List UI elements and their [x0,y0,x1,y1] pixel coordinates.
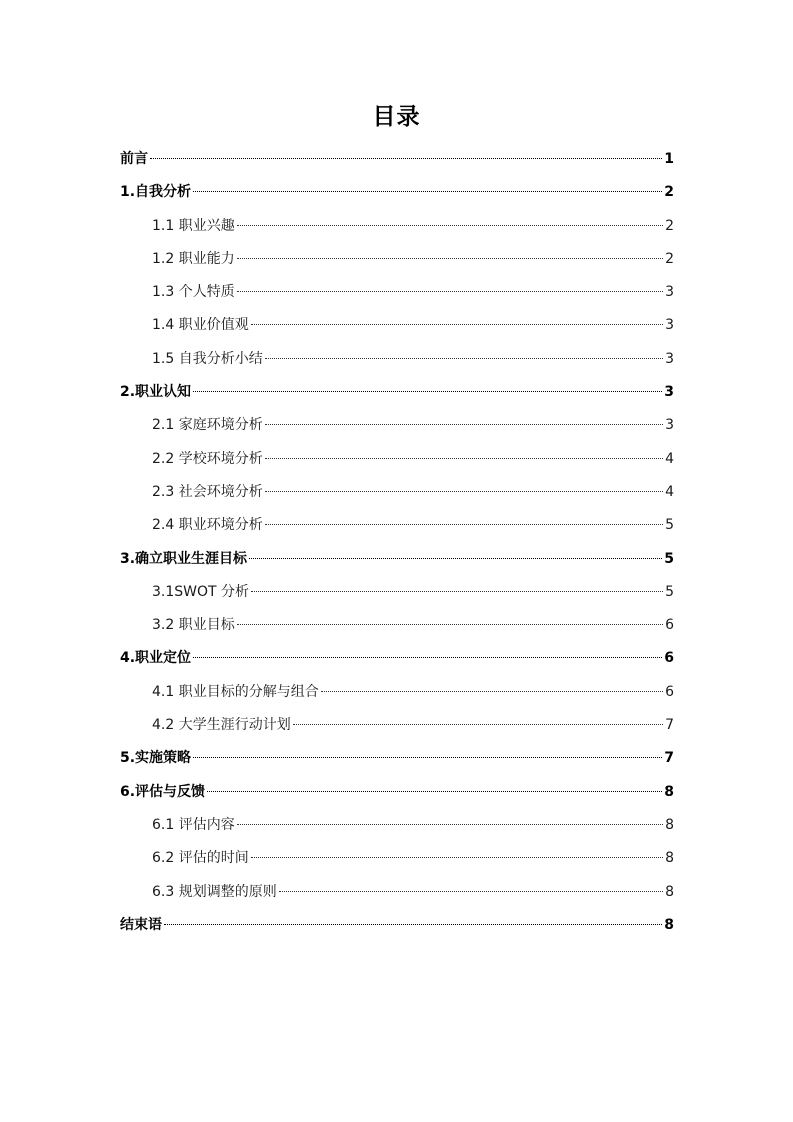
toc-page-number: 6 [665,683,674,700]
toc-page-number: 7 [664,750,674,767]
toc-dot-leader [265,458,663,459]
toc-page-number: 5 [664,550,674,567]
toc-entry-label: 2.4 职业环境分析 [152,517,263,534]
toc-entry-label: 6.1 评估内容 [152,816,235,833]
toc-page-number: 4 [665,450,674,467]
toc-entry-6-1[interactable] [120,809,674,842]
toc-entry-6-2[interactable] [120,842,674,875]
toc-dot-leader [265,491,663,492]
toc-entry-label: 4.职业定位 [120,650,192,667]
toc-dot-leader [251,591,663,592]
toc-entry-label: 2.2 学校环境分析 [152,450,263,467]
toc-page-number: 3 [665,417,674,434]
toc-page-number: 5 [665,517,674,534]
toc-entry-label: 4.2 大学生涯行动计划 [152,717,291,734]
toc-dot-leader [237,291,663,292]
toc-page-number: 8 [664,783,674,800]
toc-page-number: 3 [664,384,674,401]
toc-entry-1-5[interactable] [120,343,674,376]
toc-dot-leader [251,324,663,325]
toc-entry-3-1[interactable] [120,576,674,609]
toc-entry-label: 6.评估与反馈 [120,783,206,800]
toc-page-number: 1 [664,151,674,167]
toc-dot-leader [279,891,663,892]
toc-entry-4-2[interactable] [120,709,674,742]
toc-entry-label: 1.3 个人特质 [152,284,235,301]
toc-entry-2-3[interactable] [120,476,674,509]
toc-entry-3[interactable] [120,543,674,576]
toc-page-number: 6 [665,617,674,634]
toc-entry-conclusion[interactable] [120,909,674,942]
toc-dot-leader [193,657,662,658]
toc-entry-label: 3.1SWOT 分析 [152,583,250,600]
toc-entry-label: 6.3 规划调整的原则 [152,883,277,900]
toc-entry-2[interactable] [120,376,674,409]
toc-page-number: 3 [665,350,674,367]
toc-entry-label: 1.1 职业兴趣 [152,217,235,234]
toc-dot-leader [321,691,663,692]
toc-page-number: 4 [665,483,674,500]
toc-entry-2-4[interactable] [120,509,674,542]
toc-page-number: 6 [664,650,674,667]
toc-page-number: 3 [665,317,674,334]
toc-entry-6[interactable] [120,776,674,809]
toc-page-number: 2 [665,217,674,234]
toc-page-number: 2 [664,184,674,201]
toc-entry-label: 结束语 [120,916,162,933]
toc-dot-leader [237,624,663,625]
toc-dot-leader [150,158,662,159]
toc-dot-leader [249,558,662,559]
toc-dot-leader [237,824,663,825]
toc-page-number: 8 [665,883,674,900]
toc-dot-leader [293,724,663,725]
toc-entry-6-3[interactable] [120,876,674,909]
toc-list [120,143,674,942]
toc-entry-label: 5.实施策略 [120,750,192,767]
toc-entry-4-1[interactable] [120,676,674,709]
toc-entry-label: 4.1 职业目标的分解与组合 [152,683,319,700]
toc-entry-label: 3.确立职业生涯目标 [120,550,248,567]
toc-dot-leader [193,191,662,192]
toc-dot-leader [207,791,662,792]
toc-entry-5[interactable] [120,742,674,775]
toc-entry-label: 前言 [120,151,148,167]
toc-entry-label: 6.2 评估的时间 [152,850,249,867]
toc-dot-leader [193,757,662,758]
toc-entry-2-2[interactable] [120,443,674,476]
toc-entry-preface[interactable] [120,143,674,176]
toc-dot-leader [164,924,662,925]
toc-entry-label: 2.3 社会环境分析 [152,483,263,500]
toc-entry-1-1[interactable] [120,210,674,243]
toc-dot-leader [193,391,662,392]
toc-entry-label: 2.职业认知 [120,384,192,401]
toc-entry-3-2[interactable] [120,609,674,642]
toc-page-number: 3 [665,284,674,301]
toc-entry-label: 1.4 职业价值观 [152,317,249,334]
toc-dot-leader [265,358,663,359]
toc-page-number: 8 [665,816,674,833]
toc-entry-label: 1.5 自我分析小结 [152,350,263,367]
toc-dot-leader [265,424,663,425]
toc-entry-label: 1.2 职业能力 [152,250,235,267]
toc-entry-label: 3.2 职业目标 [152,617,235,634]
toc-entry-4[interactable] [120,642,674,675]
toc-entry-label: 2.1 家庭环境分析 [152,417,263,434]
toc-page-number: 7 [665,717,674,734]
toc-page-number: 8 [664,916,674,933]
toc-page-number: 2 [665,250,674,267]
toc-page-number: 8 [665,850,674,867]
toc-entry-label: 1.自我分析 [120,184,192,201]
toc-dot-leader [251,857,663,858]
toc-entry-1[interactable] [120,176,674,209]
toc-dot-leader [237,225,663,226]
toc-title: 目录 [372,104,421,130]
toc-entry-1-2[interactable] [120,243,674,276]
toc-entry-1-4[interactable] [120,309,674,342]
toc-entry-1-3[interactable] [120,276,674,309]
toc-dot-leader [265,524,663,525]
toc-dot-leader [237,258,663,259]
toc-page-number: 5 [665,583,674,600]
toc-entry-2-1[interactable] [120,409,674,442]
